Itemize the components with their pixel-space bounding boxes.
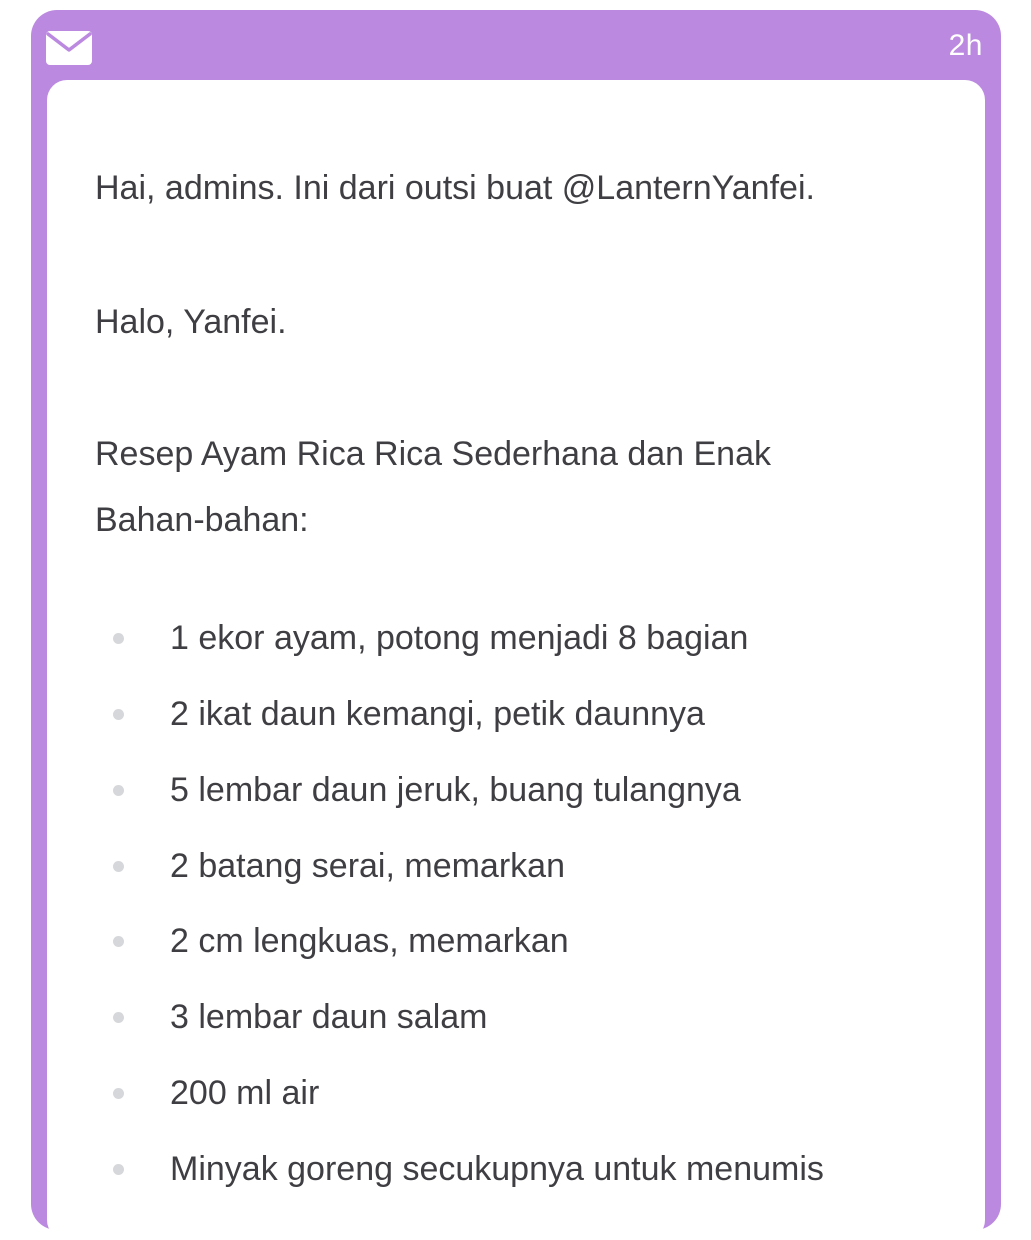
bullet-icon [113, 785, 124, 796]
bullet-icon [113, 633, 124, 644]
bullet-icon [113, 861, 124, 872]
message-body [47, 80, 985, 1240]
list-item [47, 921, 947, 961]
envelope-icon [45, 30, 93, 66]
bullet-icon [113, 1164, 124, 1175]
list-item [47, 997, 947, 1037]
bullet-icon [113, 1012, 124, 1023]
ingredient-text: 2 batang serai, memarkan [170, 847, 565, 885]
bullet-icon [113, 709, 124, 720]
ingredients-heading: Bahan-bahan: [95, 501, 309, 539]
list-item [47, 770, 947, 810]
bullet-icon [113, 936, 124, 947]
recipe-title: Resep Ayam Rica Rica Sederhana dan Enak [95, 435, 771, 473]
ingredient-text: 2 ikat daun kemangi, petik daunnya [170, 695, 705, 733]
card-header [31, 10, 1001, 80]
ingredient-text: Minyak goreng secukupnya untuk menumis [170, 1150, 824, 1188]
ingredient-text: 200 ml air [170, 1074, 320, 1112]
bullet-icon [113, 1088, 124, 1099]
ingredient-text: 3 lembar daun salam [170, 998, 488, 1036]
ingredient-text: 5 lembar daun jeruk, buang tulangnya [170, 771, 741, 809]
ingredient-text: 1 ekor ayam, potong menjadi 8 bagian [170, 619, 749, 657]
salutation-text: Halo, Yanfei. [95, 303, 287, 341]
timestamp: 2h [948, 29, 983, 62]
list-item [47, 1149, 947, 1189]
list-item [47, 694, 947, 734]
greeting-text: Hai, admins. Ini dari outsi buat @LanternYanfei. [95, 169, 815, 207]
list-item [47, 1073, 947, 1113]
list-item [47, 618, 947, 658]
message-card [31, 10, 1001, 1230]
list-item [47, 846, 947, 886]
ingredient-text: 2 cm lengkuas, memarkan [170, 922, 569, 960]
